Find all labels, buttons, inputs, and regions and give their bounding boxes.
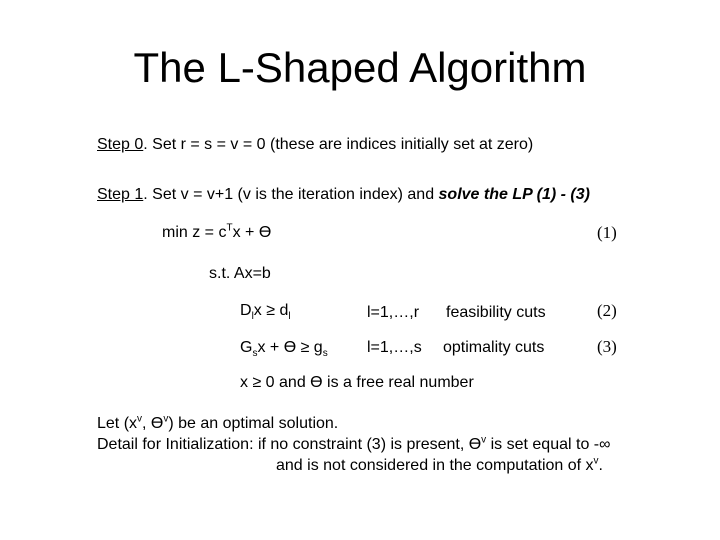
variable-bounds: x ≥ 0 and ϴ is a free real number [240, 374, 474, 391]
step-0-line [97, 135, 533, 155]
step-1-text: . Set v = v+1 (v is the iteration index) and [143, 186, 439, 203]
step-1-line [97, 185, 590, 205]
feasibility-range: l=1,…,r [367, 304, 420, 321]
feasibility-cuts-label: feasibility cuts [446, 304, 546, 321]
optimality-cuts-label: optimality cuts [443, 339, 545, 356]
initialization-detail-line-2: and is not considered in the computation of $x^v$. [276, 455, 603, 474]
step-1-label: Step 1 [97, 186, 144, 203]
equation-number-2: (2) [597, 301, 617, 320]
step-0-label: Step 0 [97, 136, 144, 153]
step-0-text: . Set r = s = v = 0 (these are indices initially set at zero) [143, 136, 534, 153]
optimality-constraint: $G_sx + ϴ \ge g_s$ [240, 339, 328, 360]
equation-number-3: (3) [597, 337, 617, 356]
optimal-solution-line: Let ($x^v$, $ϴ^v$) be an optimal solution. [97, 413, 339, 432]
feasibility-constraint: $D_lx \ge d_l$ [240, 302, 291, 323]
page-title: The L-Shaped Algorithm [133, 44, 587, 91]
constraint-st: s.t. Ax=b [209, 265, 271, 282]
initialization-detail-line-1: Detail for Initialization: if no constraint (3) is present, $ϴ^v$ is set equal to -∞ [97, 434, 611, 453]
optimality-range: l=1,…,s [367, 339, 422, 356]
objective-function: $\min z = c^Tx + ϴ$ [162, 222, 272, 241]
equation-number-1: (1) [597, 223, 617, 242]
step-1-emphasis: solve the LP (1) - (3) [438, 186, 590, 203]
